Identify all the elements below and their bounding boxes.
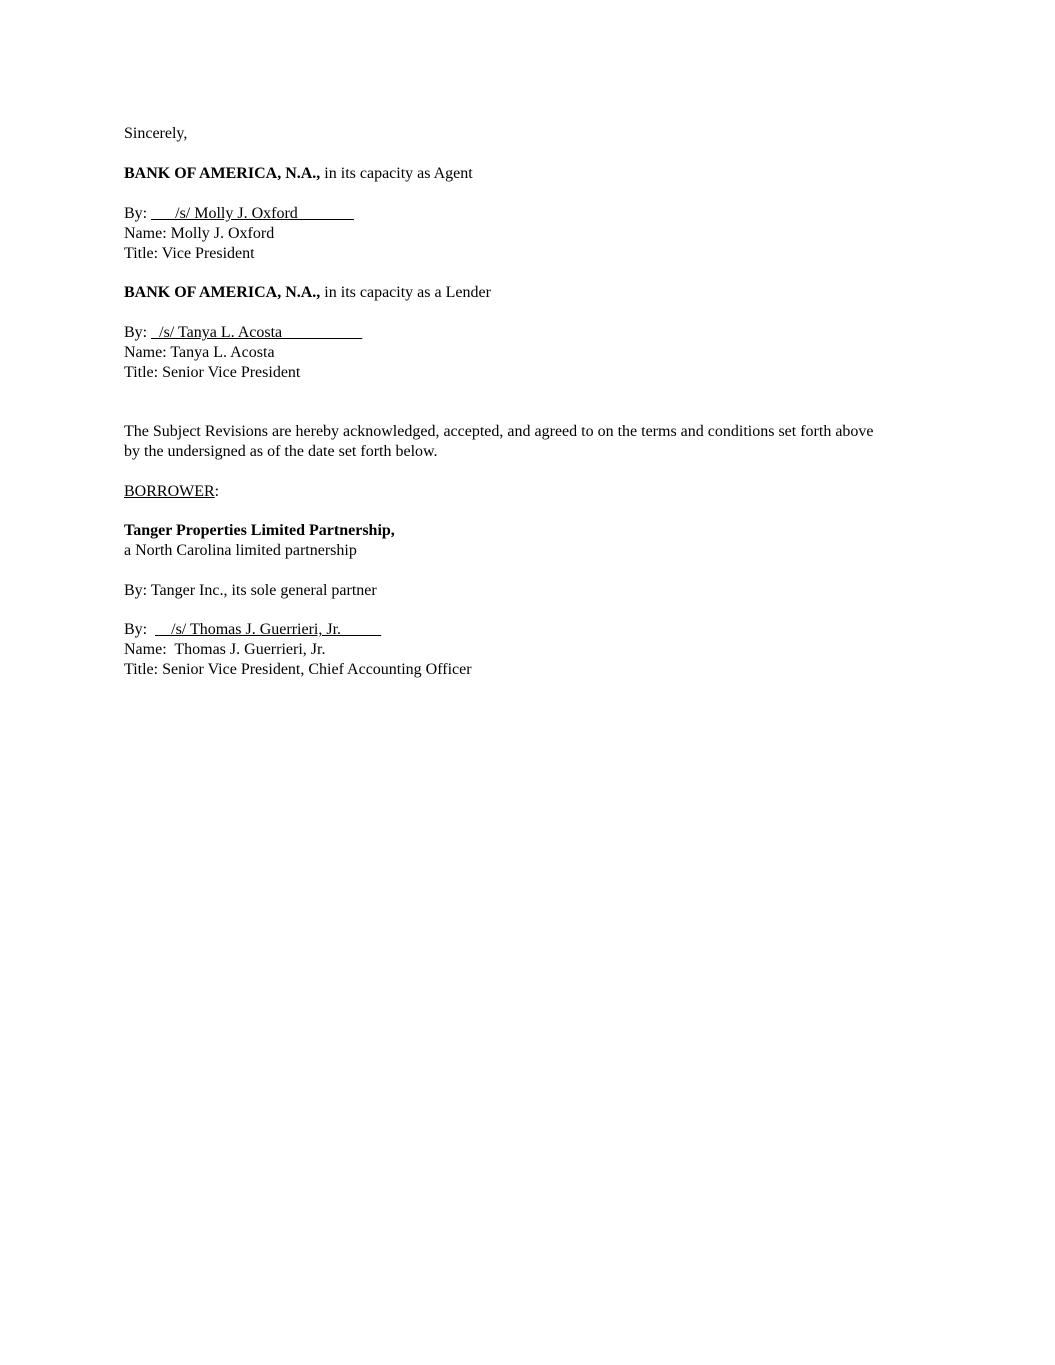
lender-by-label: By:	[124, 324, 152, 341]
lender-by-line	[124, 323, 362, 343]
lender-signature: _/s/ Tanya L. Acosta__________	[151, 324, 363, 341]
borrower-name-line: Name: Thomas J. Guerrieri, Jr.	[124, 641, 326, 658]
borrower-heading-colon: :	[214, 483, 220, 500]
borrower-general-partner-line: By: Tanger Inc., its sole general partner	[124, 582, 377, 599]
agent-entity-line	[124, 164, 473, 184]
agent-signature: ___/s/ Molly J. Oxford_______	[151, 205, 354, 222]
lender-entity-name: BANK OF AMERICA, N.A.,	[124, 284, 321, 301]
acknowledgment-line-2: by the undersigned as of the date set forth below.	[124, 443, 438, 460]
lender-title-line: Title: Senior Vice President	[124, 364, 301, 381]
agent-entity-name: BANK OF AMERICA, N.A.,	[124, 165, 321, 182]
lender-capacity: in its capacity as a Lender	[320, 284, 491, 301]
closing-salutation: Sincerely,	[124, 125, 188, 142]
borrower-heading-line	[124, 482, 219, 502]
agent-capacity: in its capacity as Agent	[320, 165, 473, 182]
lender-entity-line	[124, 283, 491, 303]
borrower-title-line: Title: Senior Vice President, Chief Accounting Officer	[124, 661, 472, 678]
borrower-entity-name: Tanger Properties Limited Partnership,	[124, 522, 395, 539]
agent-by-label: By:	[124, 205, 152, 222]
agent-name-line: Name: Molly J. Oxford	[124, 225, 275, 242]
lender-name-line: Name: Tanya L. Acosta	[124, 344, 275, 361]
borrower-entity-description: a North Carolina limited partnership	[124, 542, 357, 559]
agent-by-line	[124, 204, 354, 224]
borrower-heading: BORROWER	[124, 483, 215, 500]
borrower-by-line	[124, 620, 381, 640]
agent-title-line: Title: Vice President	[124, 245, 255, 262]
acknowledgment-line-1: The Subject Revisions are hereby acknowledged, accepted, and agreed to on the terms and conditions set forth above	[124, 423, 874, 440]
borrower-by-label: By:	[124, 621, 156, 638]
borrower-signature: __/s/ Thomas J. Guerrieri, Jr._____	[155, 621, 382, 638]
